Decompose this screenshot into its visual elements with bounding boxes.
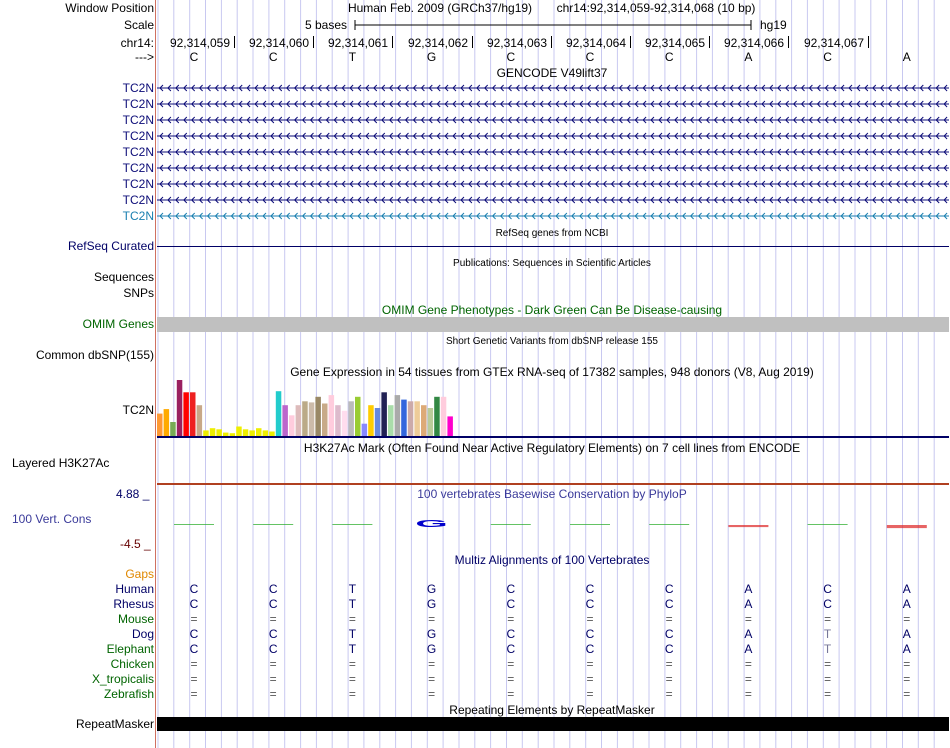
gtex-bar (170, 422, 176, 436)
repeatmasker-bar[interactable] (157, 717, 949, 731)
assembly-name: Human Feb. 2009 (GRCh37/hg19) (347, 1, 533, 15)
gtex-bar (256, 428, 262, 436)
conservation-score-bar (649, 524, 689, 525)
alignment-base: = (903, 657, 911, 671)
scale-label: Scale (123, 18, 154, 32)
coordinate-tick (234, 36, 235, 48)
scale-text: 5 bases (305, 18, 348, 32)
alignment-base: T (348, 642, 357, 656)
alignment-base: = (507, 687, 515, 701)
coordinate-tick (472, 36, 473, 48)
sequences-label[interactable]: Sequences (93, 270, 154, 284)
gtex-bar (408, 401, 414, 436)
alignment-base: = (824, 672, 832, 686)
alignment-base: = (586, 612, 594, 626)
gtex-bar (282, 405, 288, 436)
alignment-base: = (903, 687, 911, 701)
alignment-base: = (824, 687, 832, 701)
h3k27ac-title: H3K27Ac Mark (Often Found Near Active Regulatory Elements) on 7 cell lines from ENCODE (303, 441, 801, 455)
alignment-base: C (506, 582, 516, 596)
coordinate-label: 92,314,065 (644, 36, 705, 50)
alignment-base: = (428, 612, 436, 626)
gtex-bar (362, 424, 368, 436)
repeatmasker-label[interactable]: RepeatMasker (75, 717, 154, 731)
gencode-title: GENCODE V49lift37 (496, 66, 608, 80)
conservation-plot[interactable] (157, 500, 949, 545)
alignment-base: = (428, 687, 436, 701)
alignment-base: = (348, 657, 356, 671)
gtex-bar (276, 391, 282, 436)
gtex-baseline (157, 436, 949, 438)
refseq-track[interactable] (157, 246, 949, 247)
gtex-bar (421, 405, 427, 436)
gtex-title: Gene Expression in 54 tissues from GTEx RNA-seq of 17382 samples, 948 donors (V8, Aug 2019) (290, 365, 814, 379)
alignment-base: T (348, 582, 357, 596)
alignment-base: = (269, 672, 277, 686)
strand-label: ---> (135, 50, 154, 64)
alignment-base: = (269, 687, 277, 701)
alignment-base: C (189, 582, 199, 596)
gtex-bar (164, 409, 170, 436)
alignment-base: = (744, 687, 752, 701)
alignment-base: G (426, 582, 437, 596)
species-label[interactable]: Zebrafish (103, 687, 154, 701)
alignment-base: = (665, 672, 673, 686)
gtex-bar (447, 416, 453, 436)
gencode-transcript[interactable] (157, 177, 949, 191)
base-letter: C (189, 50, 199, 64)
alignment-base: C (664, 597, 674, 611)
species-label[interactable]: Rhesus (113, 597, 154, 611)
alignment-base: T (823, 627, 832, 641)
alignment-base: = (665, 612, 673, 626)
alignment-base: = (348, 687, 356, 701)
alignment-base: A (744, 642, 753, 656)
base-letter: T (348, 50, 357, 64)
alignment-base: C (585, 627, 595, 641)
refseq-label[interactable]: RefSeq Curated (67, 239, 154, 253)
alignment-base: C (664, 642, 674, 656)
alignment-base: = (507, 657, 515, 671)
refseq-title: RefSeq genes from NCBI (495, 228, 609, 239)
conservation-label[interactable]: 100 Vert. Cons (12, 512, 92, 526)
alignment-base: A (744, 627, 753, 641)
gencode-transcript-label[interactable]: TC2N (122, 161, 154, 175)
gencode-transcript[interactable] (157, 145, 949, 159)
gtex-bar (434, 397, 440, 436)
alignment-base: T (348, 597, 357, 611)
alignment-base: C (268, 597, 278, 611)
species-label[interactable]: Human (115, 582, 154, 596)
gaps-label[interactable]: Gaps (125, 567, 154, 581)
gtex-bar (157, 414, 163, 436)
gtex-bar (296, 405, 302, 436)
base-letter: A (744, 50, 753, 64)
alignment-base: = (190, 687, 198, 701)
gencode-transcript[interactable] (157, 97, 949, 111)
alignment-base: C (823, 582, 832, 596)
alignment-base: A (902, 582, 911, 596)
gtex-bar (355, 397, 361, 436)
gtex-expression-chart[interactable] (157, 379, 557, 436)
gtex-bar (401, 400, 407, 436)
gtex-bar (289, 415, 295, 436)
dbsnp-title: Short Genetic Variants from dbSNP release 155 (446, 336, 658, 347)
gencode-transcript-label[interactable]: TC2N (122, 113, 154, 127)
alignment-base: = (507, 672, 515, 686)
alignment-base: C (189, 627, 199, 641)
omim-gene-bar[interactable] (157, 317, 949, 332)
gtex-bar (210, 428, 216, 436)
base-letter: C (506, 50, 516, 64)
coordinate-label: 92,314,059 (169, 36, 230, 50)
coordinate-tick (709, 36, 710, 48)
alignment-base: T (348, 627, 357, 641)
base-letter: C (664, 50, 674, 64)
alignment-base: = (824, 612, 832, 626)
coordinate-tick (551, 36, 552, 48)
coordinate-tick (392, 36, 393, 48)
omim-title: OMIM Gene Phenotypes - Dark Green Can Be Disease-causing (381, 303, 723, 317)
alignment-base: = (903, 612, 911, 626)
gtex-bar (348, 401, 354, 436)
alignment-base: C (189, 597, 199, 611)
alignment-base: C (823, 597, 832, 611)
gtex-bar (322, 404, 328, 437)
gtex-bar (329, 395, 335, 436)
coordinate-tick (313, 36, 314, 48)
alignment-base: = (665, 687, 673, 701)
gencode-transcript-label[interactable]: TC2N (122, 81, 154, 95)
gtex-bar (236, 427, 242, 437)
alignment-base: = (586, 672, 594, 686)
chrom-label: chr14: (120, 36, 154, 50)
gencode-transcript-label[interactable]: TC2N (122, 129, 154, 143)
alignment-base: C (268, 627, 278, 641)
gtex-bar (428, 408, 434, 436)
gtex-bar (395, 395, 401, 436)
coordinate-tick (868, 36, 869, 48)
alignment-base: C (664, 627, 674, 641)
alignment-base: = (744, 612, 752, 626)
gtex-bar (414, 401, 420, 436)
alignment-base: = (190, 657, 198, 671)
conservation-score-bar (332, 524, 372, 525)
gtex-bar (315, 397, 321, 436)
alignment-base: C (268, 642, 278, 656)
coordinate-tick (788, 36, 789, 48)
multiz-title: Multiz Alignments of 100 Vertebrates (454, 553, 650, 567)
alignment-base: A (744, 582, 753, 596)
coordinate-label: 92,314,064 (565, 36, 626, 50)
gtex-bar (216, 429, 222, 436)
alignment-base: T (823, 642, 832, 656)
omim-label[interactable]: OMIM Genes (82, 317, 154, 331)
coordinate-label: 92,314,066 (723, 36, 784, 50)
conservation-score-bar (253, 524, 293, 525)
gencode-transcript-label[interactable]: TC2N (122, 177, 154, 191)
label-column-divider (155, 0, 156, 748)
conservation-score-bar (728, 525, 768, 527)
species-label[interactable]: Mouse (117, 612, 154, 626)
base-letter: C (585, 50, 595, 64)
gencode-transcript[interactable] (157, 81, 949, 95)
alignment-base: C (664, 582, 674, 596)
window-position-label: Window Position (65, 1, 154, 15)
alignment-base: = (348, 672, 356, 686)
species-label[interactable]: Dog (131, 627, 154, 641)
alignment-base: = (744, 672, 752, 686)
species-label[interactable]: X_tropicalis (91, 672, 154, 686)
h3k27ac-baseline (157, 483, 949, 485)
alignment-base: C (585, 642, 595, 656)
repeatmasker-title: Repeating Elements by RepeatMasker (449, 703, 655, 717)
alignment-base: = (507, 612, 515, 626)
alignment-base: = (269, 657, 277, 671)
conservation-ymax: 4.88 _ (116, 487, 150, 501)
gencode-transcript-label[interactable]: TC2N (122, 145, 154, 159)
base-letter: C (268, 50, 278, 64)
conservation-ymin: -4.5 _ (120, 537, 151, 551)
alignment-base: C (268, 582, 278, 596)
alignment-base: C (585, 597, 595, 611)
alignment-base: A (902, 597, 911, 611)
alignment-base: G (426, 597, 437, 611)
scale-db: hg19 (760, 18, 787, 32)
gtex-bar (183, 392, 189, 436)
alignment-base: A (902, 627, 911, 641)
conservation-score-bar (174, 524, 214, 525)
alignment-base: G (426, 642, 437, 656)
alignment-base: = (586, 657, 594, 671)
gencode-transcript-label[interactable]: TC2N (122, 193, 154, 207)
alignment-base: A (744, 597, 753, 611)
conservation-score-bar (808, 524, 848, 525)
gencode-transcript-label[interactable]: TC2N (122, 97, 154, 111)
gtex-bar (177, 380, 183, 436)
coordinate-label: 92,314,062 (407, 36, 468, 50)
publications-title: Publications: Sequences in Scientific Articles (453, 258, 651, 269)
alignment-base: = (190, 672, 198, 686)
alignment-base: C (585, 582, 595, 596)
conservation-title: 100 vertebrates Basewise Conservation by PhyloP (417, 487, 687, 501)
gencode-transcript-label[interactable]: TC2N (122, 209, 154, 223)
alignment-base: = (269, 612, 277, 626)
gencode-transcript[interactable] (157, 129, 949, 143)
alignment-base: = (665, 657, 673, 671)
gtex-bar (197, 405, 203, 436)
alignment-base: = (744, 657, 752, 671)
alignment-base: A (902, 642, 911, 656)
alignment-base: = (586, 687, 594, 701)
base-letter: C (823, 50, 832, 64)
gtex-bar (243, 429, 249, 436)
species-label[interactable]: Elephant (106, 642, 154, 656)
coordinate-tick (630, 36, 631, 48)
snps-label[interactable]: SNPs (123, 286, 154, 300)
scale-bar (354, 18, 754, 32)
alignment-base: = (903, 672, 911, 686)
alignment-base: = (428, 672, 436, 686)
gencode-transcript[interactable] (157, 161, 949, 175)
alignment-base: = (190, 612, 198, 626)
alignment-base: G (426, 627, 437, 641)
alignment-base: = (348, 612, 356, 626)
dbsnp-label[interactable]: Common dbSNP(155) (35, 348, 154, 362)
coordinate-label: 92,314,063 (486, 36, 547, 50)
gencode-transcript[interactable] (157, 193, 949, 207)
alignment-base: C (189, 642, 199, 656)
gtex-bar (441, 397, 447, 436)
conservation-score-bar (491, 524, 531, 525)
gtex-label[interactable]: TC2N (122, 403, 154, 417)
gtex-bar (342, 411, 348, 436)
coordinate-label: 92,314,067 (803, 36, 864, 50)
gtex-bar (309, 402, 315, 436)
gtex-bar (190, 392, 196, 436)
gencode-transcript[interactable] (157, 113, 949, 127)
base-letter: A (902, 50, 911, 64)
alignment-base: = (428, 657, 436, 671)
gtex-bar (368, 405, 374, 436)
h3k27ac-label[interactable]: Layered H3K27Ac (12, 456, 110, 470)
gtex-bar (381, 392, 387, 436)
gtex-bar (375, 408, 381, 436)
species-label[interactable]: Chicken (110, 657, 154, 671)
gtex-bar (335, 405, 341, 436)
gtex-bar (302, 401, 308, 436)
conservation-score-bar (887, 525, 927, 528)
alignment-base: C (506, 597, 516, 611)
alignment-base: = (824, 657, 832, 671)
gtex-bar (388, 405, 394, 436)
alignment-base: C (506, 627, 516, 641)
conservation-score-bar (570, 524, 610, 525)
coordinate-label: 92,314,061 (327, 36, 388, 50)
conservation-logo-letter: G (415, 518, 448, 530)
alignment-base: C (506, 642, 516, 656)
position-readout: chr14:92,314,059-92,314,068 (10 bp) (556, 1, 756, 15)
gencode-transcript[interactable] (157, 209, 949, 223)
base-letter: G (426, 50, 437, 64)
coordinate-label: 92,314,060 (248, 36, 309, 50)
